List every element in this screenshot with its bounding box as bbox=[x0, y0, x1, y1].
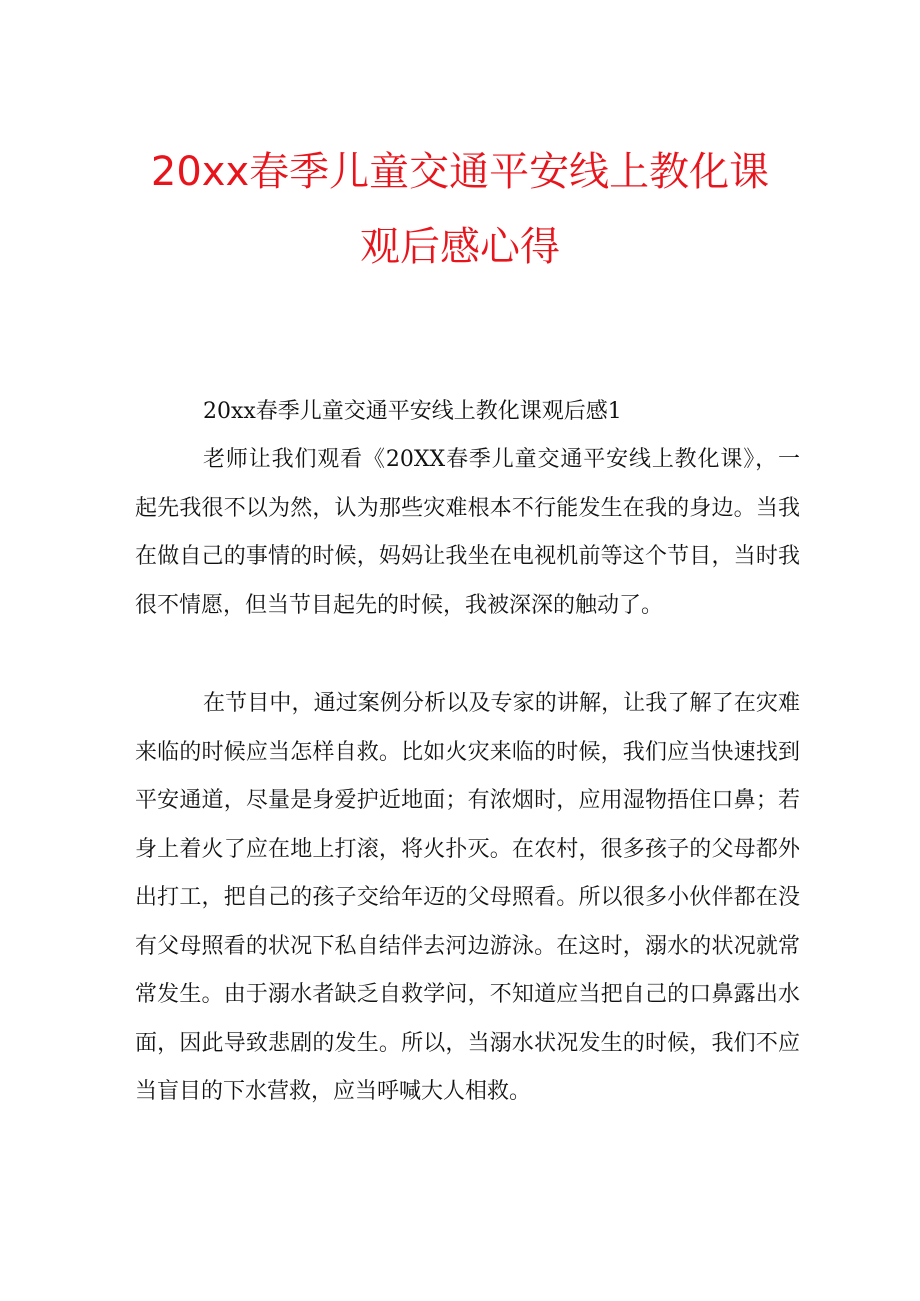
document-title-line-2: 观后感心得 bbox=[360, 224, 560, 270]
paragraph-2: 在节目中，通过案例分析以及专家的讲解，让我了解了在灾难来临的时候应当怎样自救。比如火灾来临的时候，我们应当快速找到平安通道，尽量是身爱护近地面；有浓烟时，应用湿物捂住口鼻；若身上着火了应在地上打滚，将火扑灭。在农村，很多孩子的父母都外出打工，把自己的孩子交给年迈的父母照看。所以很多小伙伴都在没有父母照看的状况下私自结伴去河边游泳。在这时，溺水的状况就常常发生。由于溺水者缺乏自救学问，不知道应当把自己的口鼻露出水面，因此导致悲剧的发生。所以，当溺水状况发生的时候，我们不应当盲目的下水营救，应当呼喊大人相救。 bbox=[135, 691, 800, 1104]
document-title-line-1: 20xx春季儿童交通平安线上教化课 bbox=[150, 149, 770, 195]
paragraph-1: 老师让我们观看《20XX春季儿童交通平安线上教化课》，一起先我很不以为然，认为那些灾难根本不行能发生在我的身边。当我在做自己的事情的时候，妈妈让我坐在电视机前等这个节目，当时我很不情愿，但当节目起先的时候，我被深深的触动了。 bbox=[135, 447, 800, 618]
section-heading: 20xx春季儿童交通平安线上教化课观后感1 bbox=[203, 399, 622, 424]
